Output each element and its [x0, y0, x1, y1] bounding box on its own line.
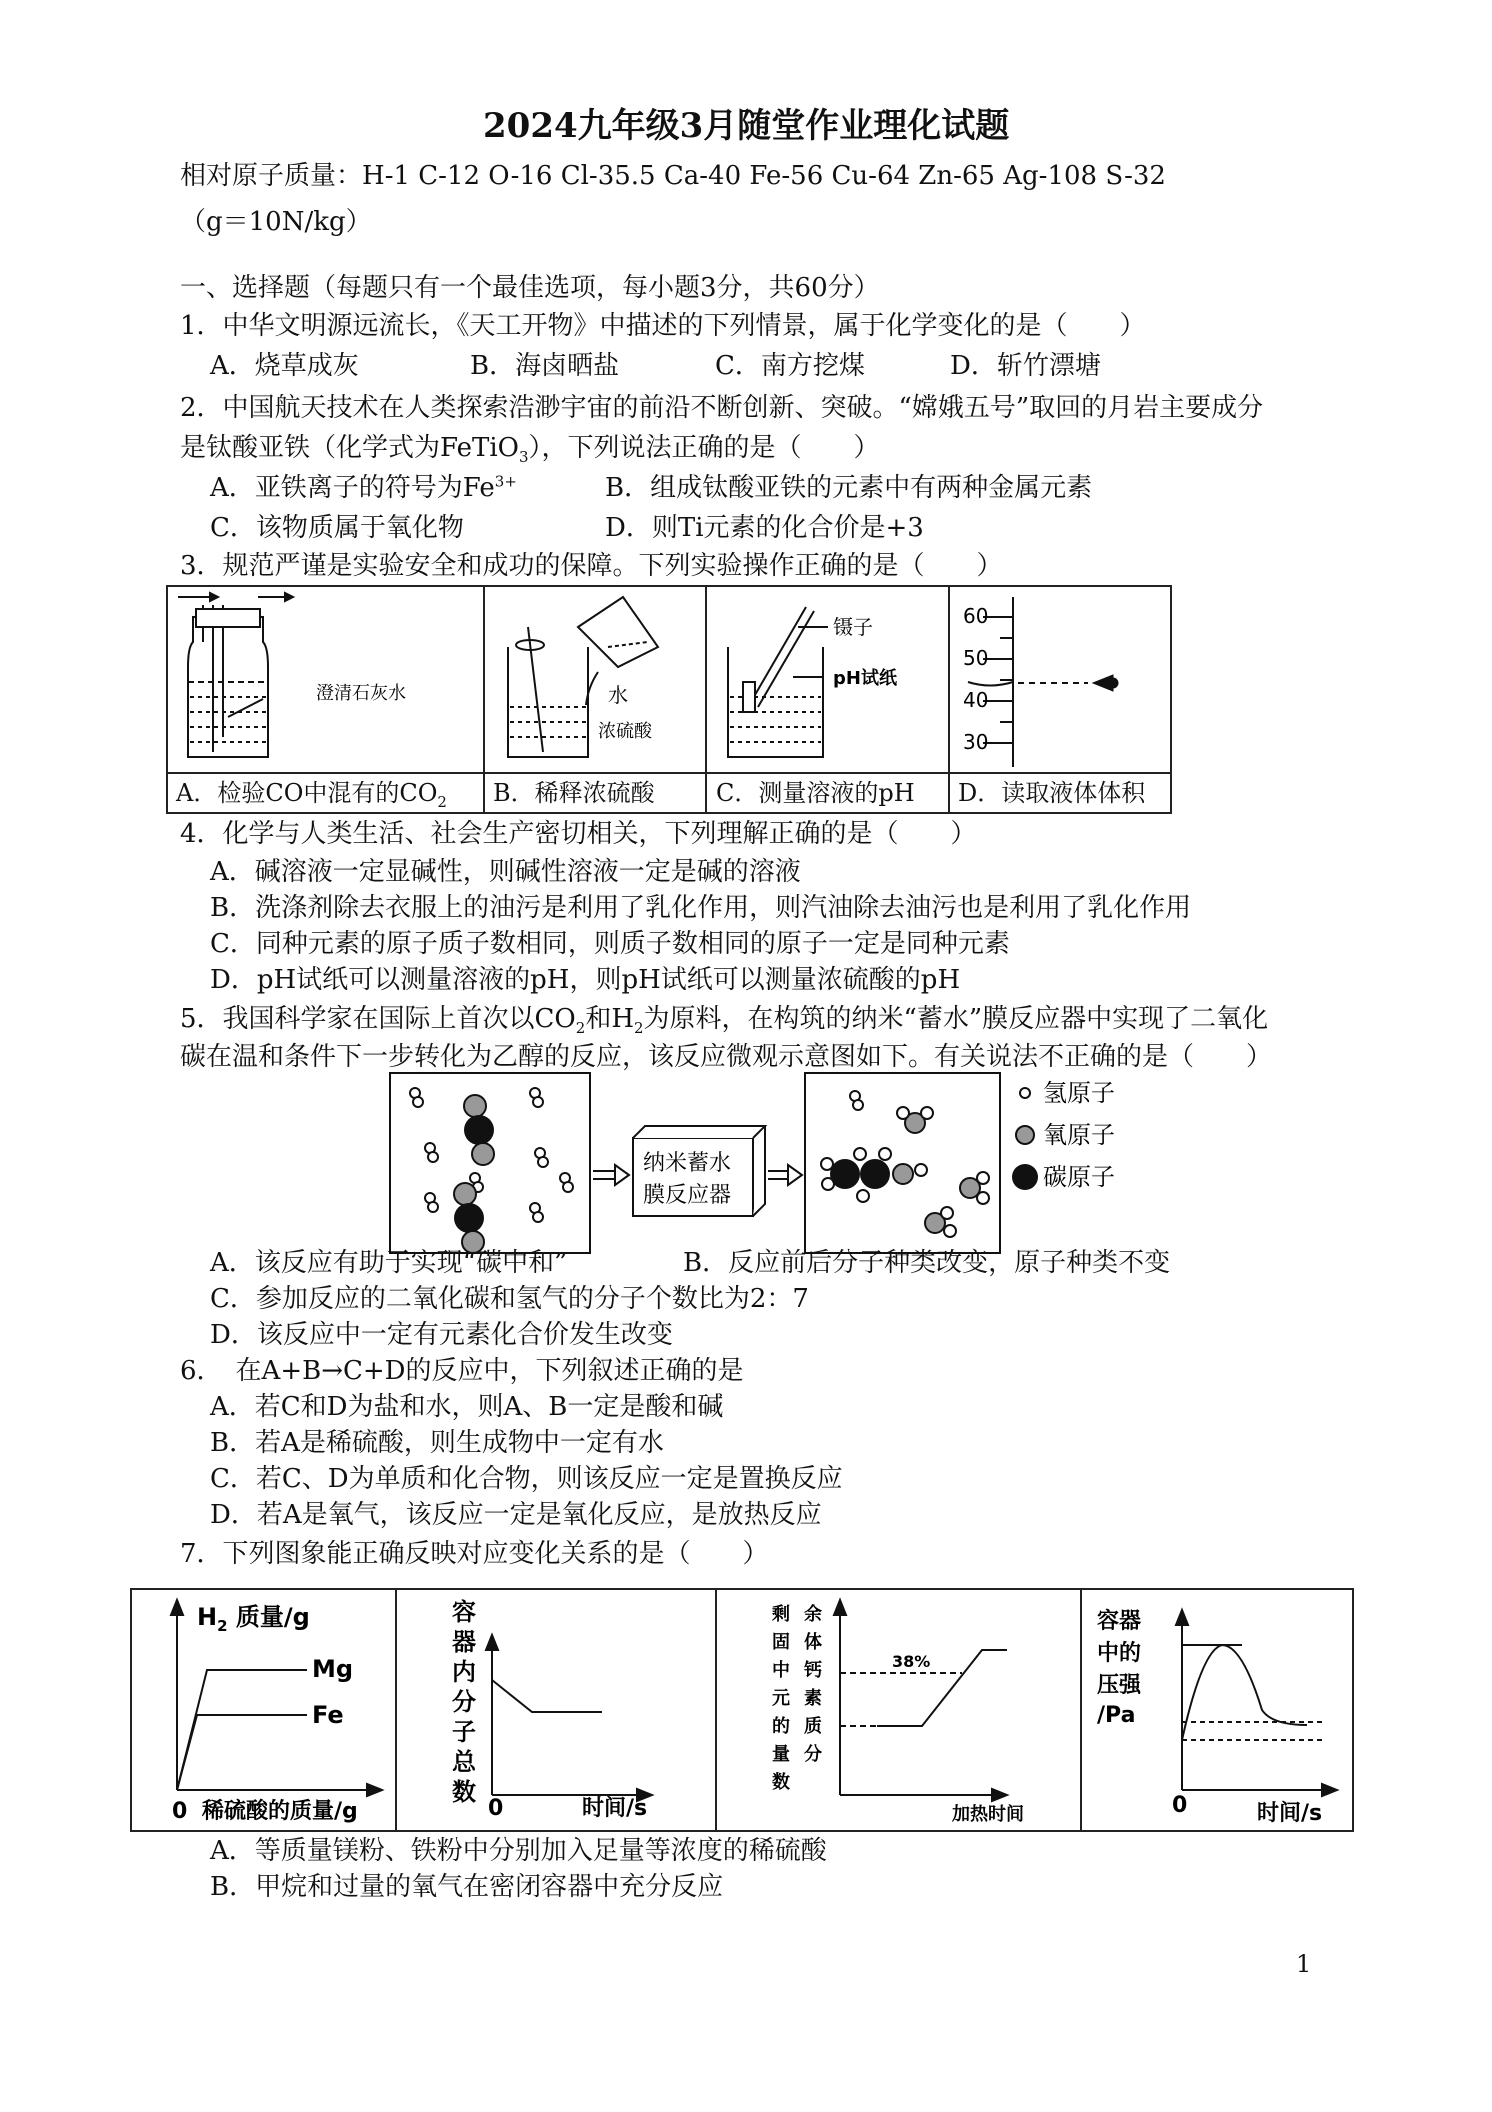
q2-option-d: D．则Ti元素的化合价是+3: [605, 513, 924, 543]
graph1-ylabel: $H_2$ 质量/g: [197, 1603, 310, 1635]
graph2-origin: 0: [488, 1796, 504, 1821]
q7-graphs: [132, 1590, 1348, 1828]
graph4-curve: [1182, 1645, 1307, 1740]
graph4-ylabel: [1097, 1608, 1142, 1728]
arrow-right-icon: [593, 1165, 629, 1185]
tick-40: 40: [963, 688, 989, 712]
svg-text:分: 分: [452, 1688, 476, 1716]
graph1-fe-label: Fe: [312, 1701, 344, 1729]
graph1-xlabel: 稀硫酸的质量/g: [202, 1799, 358, 1824]
q3-apparatus-figures: [168, 587, 1168, 772]
svg-text:容器: 容器: [1097, 1609, 1142, 1634]
carbon-atom-icon: [1012, 1164, 1038, 1190]
svg-text:钙: 钙: [804, 1660, 822, 1681]
q1-stem: 1．中华文明源远流长，《天工开物》中描述的下列情景，属于化学变化的是（ ）: [180, 311, 1146, 341]
products-box: [805, 1073, 1000, 1253]
eye-icon: [1093, 675, 1118, 691]
reactor-label-1: 纳米蓄水: [643, 1151, 732, 1176]
arrow-right-icon: [768, 1165, 802, 1185]
svg-text:内: 内: [452, 1658, 476, 1686]
legend-hydrogen: 氢原子: [1043, 1079, 1115, 1107]
svg-text:/Pa: /Pa: [1097, 1703, 1136, 1728]
graph2-ylabel: [452, 1598, 477, 1806]
svg-text:质: 质: [804, 1716, 822, 1737]
graph3-percent-label: 38%: [892, 1652, 931, 1671]
graph2-xlabel: 时间/s: [582, 1796, 648, 1821]
q1-option-c: C．南方挖煤: [715, 351, 865, 381]
q3-stem: 3．规范严谨是实验安全和成功的保障。下列实验操作正确的是（ ）: [180, 551, 1003, 581]
page-number: 1: [1296, 1950, 1312, 1978]
legend-oxygen: 氧原子: [1043, 1121, 1115, 1149]
reactor-label-2: 膜反应器: [643, 1183, 732, 1208]
svg-text:元: 元: [772, 1688, 790, 1709]
q6-option-a: A．若C和D为盐和水，则A、B一定是酸和碱: [210, 1392, 724, 1422]
q7-stem: 7．下列图象能正确反映对应变化关系的是（ ）: [180, 1539, 769, 1569]
q7-option-b: B．甲烷和过量的氧气在密闭容器中充分反应: [210, 1872, 724, 1902]
q3-option-b: B．稀释浓硫酸: [493, 779, 655, 807]
svg-text:压强: 压强: [1097, 1673, 1142, 1698]
q2-option-c: C．该物质属于氧化物: [210, 513, 464, 543]
q5-option-a: A．该反应有助于实现“碳中和”: [210, 1248, 568, 1278]
graph3-xlabel: 加热时间: [952, 1804, 1024, 1825]
q6-stem: 6． 在A+B→C+D的反应中，下列叙述正确的是: [180, 1356, 744, 1386]
graph1-origin: 0: [172, 1799, 188, 1824]
q6-option-d: D．若A是氧气，该反应一定是氧化反应，是放热反应: [210, 1500, 822, 1530]
q4-option-c: C．同种元素的原子质子数相同，则质子数相同的原子一定是同种元素: [210, 929, 1010, 959]
q1-option-a: A．烧草成灰: [210, 351, 359, 381]
svg-text:子: 子: [452, 1718, 476, 1746]
graph2-axes: [486, 1635, 652, 1801]
graph1-mg-label: Mg: [312, 1655, 354, 1683]
svg-text:容: 容: [452, 1598, 476, 1626]
q5-stem-line2: 碳在温和条件下一步转化为乙醇的反应，该反应微观示意图如下。有关说法不正确的是（ ）: [180, 1042, 1273, 1072]
graph3-ylabel: [772, 1603, 822, 1793]
atomic-mass-label: 相对原子质量：: [180, 161, 363, 191]
tweezers-label: 镊子: [833, 615, 873, 639]
gas-washing-bottle-icon: [178, 593, 293, 757]
section-heading: 一、选择题（每题只有一个最佳选项，每小题3分，共60分）: [180, 273, 880, 303]
sulfuric-acid-label: 浓硫酸: [598, 721, 652, 742]
graph1-fe-line: [177, 1715, 307, 1790]
q2-stem-line2: 是钛酸亚铁（化学式为FeTiO$_3$），下列说法正确的是（ ）: [180, 433, 880, 467]
graph1-mg-line: [177, 1670, 307, 1790]
q3-option-d: D．读取液体体积: [958, 779, 1146, 807]
graph4-axes: [1176, 1610, 1337, 1796]
gravity-constant: （g＝10N/kg）: [180, 207, 372, 237]
ph-paper-label: pH试纸: [833, 668, 897, 689]
svg-text:余: 余: [804, 1604, 822, 1625]
hydrogen-atom-icon: [1020, 1088, 1030, 1098]
graph4-origin: 0: [1172, 1793, 1188, 1818]
q6-option-b: B．若A是稀硫酸，则生成物中一定有水: [210, 1428, 664, 1458]
svg-text:分: 分: [804, 1744, 822, 1765]
q2-stem-line1: 2．中国航天技术在人类探索浩渺宇宙的前沿不断创新、突破。“嫦娥五号”取回的月岩主要成分: [180, 393, 1264, 423]
q4-stem: 4．化学与人类生活、社会生产密切相关，下列理解正确的是（ ）: [180, 819, 977, 849]
q4-option-a: A．碱溶液一定显碱性，则碱性溶液一定是碱的溶液: [210, 857, 801, 887]
graph2-line: [492, 1680, 602, 1712]
q4-option-b: B．洗涤剂除去衣服上的油污是利用了乳化作用，则汽油除去油污也是利用了乳化作用: [210, 893, 1192, 923]
atomic-mass-values: H-1 C-12 O-16 Cl-35.5 Ca-40 Fe-56 Cu-64 Zn-65 Ag-108 S-32: [362, 161, 1166, 191]
q5-micro-diagram: [385, 1068, 1215, 1258]
svg-text:量: 量: [772, 1744, 790, 1765]
svg-text:器: 器: [452, 1628, 476, 1656]
q5-option-c: C．参加反应的二氧化碳和氢气的分子个数比为2：7: [210, 1284, 809, 1314]
svg-text:固: 固: [772, 1632, 790, 1653]
svg-text:总: 总: [452, 1748, 476, 1776]
q1-option-b: B．海卤晒盐: [470, 351, 620, 381]
graph3-axes: [834, 1600, 1007, 1801]
q5-option-b: B．反应前后分子种类改变，原子种类不变: [683, 1248, 1171, 1278]
q2-option-a: A．亚铁离子的符号为$Fe^{3+}$: [210, 472, 517, 503]
svg-text:体: 体: [804, 1632, 822, 1653]
q6-option-c: C．若C、D为单质和化合物，则该反应一定是置换反应: [210, 1464, 843, 1494]
svg-text:的: 的: [772, 1716, 790, 1737]
svg-text:数: 数: [452, 1778, 476, 1806]
tick-60: 60: [963, 604, 989, 628]
tick-50: 50: [963, 646, 989, 670]
q5-option-d: D．该反应中一定有元素化合价发生改变: [210, 1320, 673, 1350]
water-label: 水: [608, 683, 628, 707]
svg-text:剩: 剩: [772, 1604, 790, 1625]
q4-option-d: D．pH试纸可以测量溶液的pH，则pH试纸可以测量浓硫酸的pH: [210, 965, 961, 995]
ethanol-molecule: [821, 1148, 927, 1202]
oxygen-atom-icon: [1016, 1126, 1034, 1144]
q2-option-b: B．组成钛酸亚铁的元素中有两种金属元素: [605, 473, 1093, 503]
q7-option-a: A．等质量镁粉、铁粉中分别加入足量等浓度的稀硫酸: [210, 1836, 827, 1866]
q1-option-d: D．斩竹漂塘: [950, 351, 1101, 381]
q5-stem-line1: 5．我国科学家在国际上首次以$CO_2$和$H_2$为原料，在构筑的纳米“蓄水”膜反应器中实现了二氧化: [180, 1004, 1269, 1038]
tick-30: 30: [963, 730, 989, 754]
svg-text:素: 素: [804, 1688, 822, 1709]
q3-option-c: C．测量溶液的pH: [716, 779, 915, 807]
lime-water-label: 澄清石灰水: [316, 683, 406, 704]
legend-carbon: 碳原子: [1043, 1163, 1115, 1191]
svg-text:中: 中: [772, 1660, 790, 1681]
svg-text:中的: 中的: [1097, 1641, 1142, 1666]
page-title: 2024九年级3月随堂作业理化试题: [483, 106, 1010, 146]
q3-option-a: A．检验CO中混有的$CO_2$: [176, 779, 447, 811]
graph4-xlabel: 时间/s: [1257, 1801, 1323, 1826]
ph-beaker-icon: [728, 607, 828, 757]
svg-text:数: 数: [772, 1772, 790, 1793]
atomic-mass-line: [180, 160, 1166, 192]
